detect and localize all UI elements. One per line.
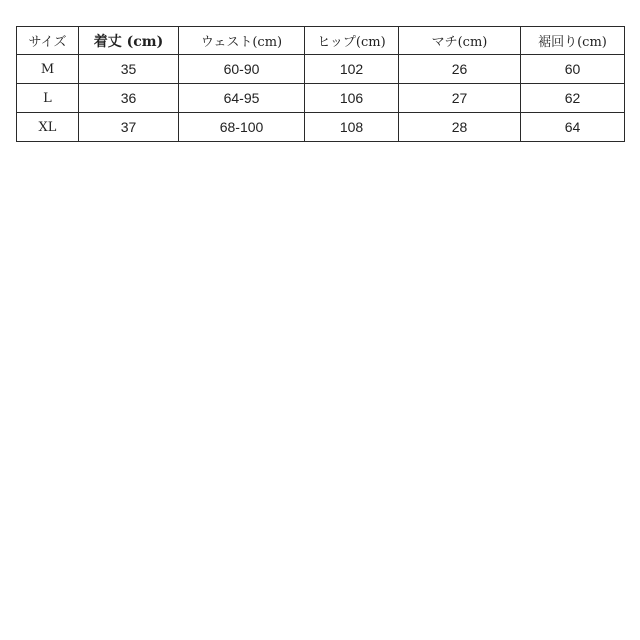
size-cell: XL bbox=[17, 113, 79, 142]
table-row bbox=[17, 55, 625, 84]
header-hem: 裾回り(cm) bbox=[521, 27, 625, 55]
length-cell: 35 bbox=[79, 55, 179, 84]
table-row bbox=[17, 84, 625, 113]
hem-cell: 60 bbox=[521, 55, 625, 84]
header-size: サイズ bbox=[17, 27, 79, 55]
size-chart-table bbox=[16, 26, 625, 142]
waist-cell: 68-100 bbox=[179, 113, 305, 142]
header-gusset: マチ(cm) bbox=[399, 27, 521, 55]
gusset-cell: 26 bbox=[399, 55, 521, 84]
hip-cell: 102 bbox=[305, 55, 399, 84]
waist-cell: 60-90 bbox=[179, 55, 305, 84]
gusset-cell: 27 bbox=[399, 84, 521, 113]
waist-cell: 64-95 bbox=[179, 84, 305, 113]
hip-cell: 106 bbox=[305, 84, 399, 113]
table-header-row bbox=[17, 27, 625, 55]
header-length: 着丈 (cm) bbox=[79, 27, 179, 55]
hem-cell: 64 bbox=[521, 113, 625, 142]
header-waist: ウェスト(cm) bbox=[179, 27, 305, 55]
table-row bbox=[17, 113, 625, 142]
length-cell: 37 bbox=[79, 113, 179, 142]
hem-cell: 62 bbox=[521, 84, 625, 113]
hip-cell: 108 bbox=[305, 113, 399, 142]
header-hip: ヒップ(cm) bbox=[305, 27, 399, 55]
gusset-cell: 28 bbox=[399, 113, 521, 142]
size-cell: L bbox=[17, 84, 79, 113]
length-cell: 36 bbox=[79, 84, 179, 113]
size-cell: M bbox=[17, 55, 79, 84]
